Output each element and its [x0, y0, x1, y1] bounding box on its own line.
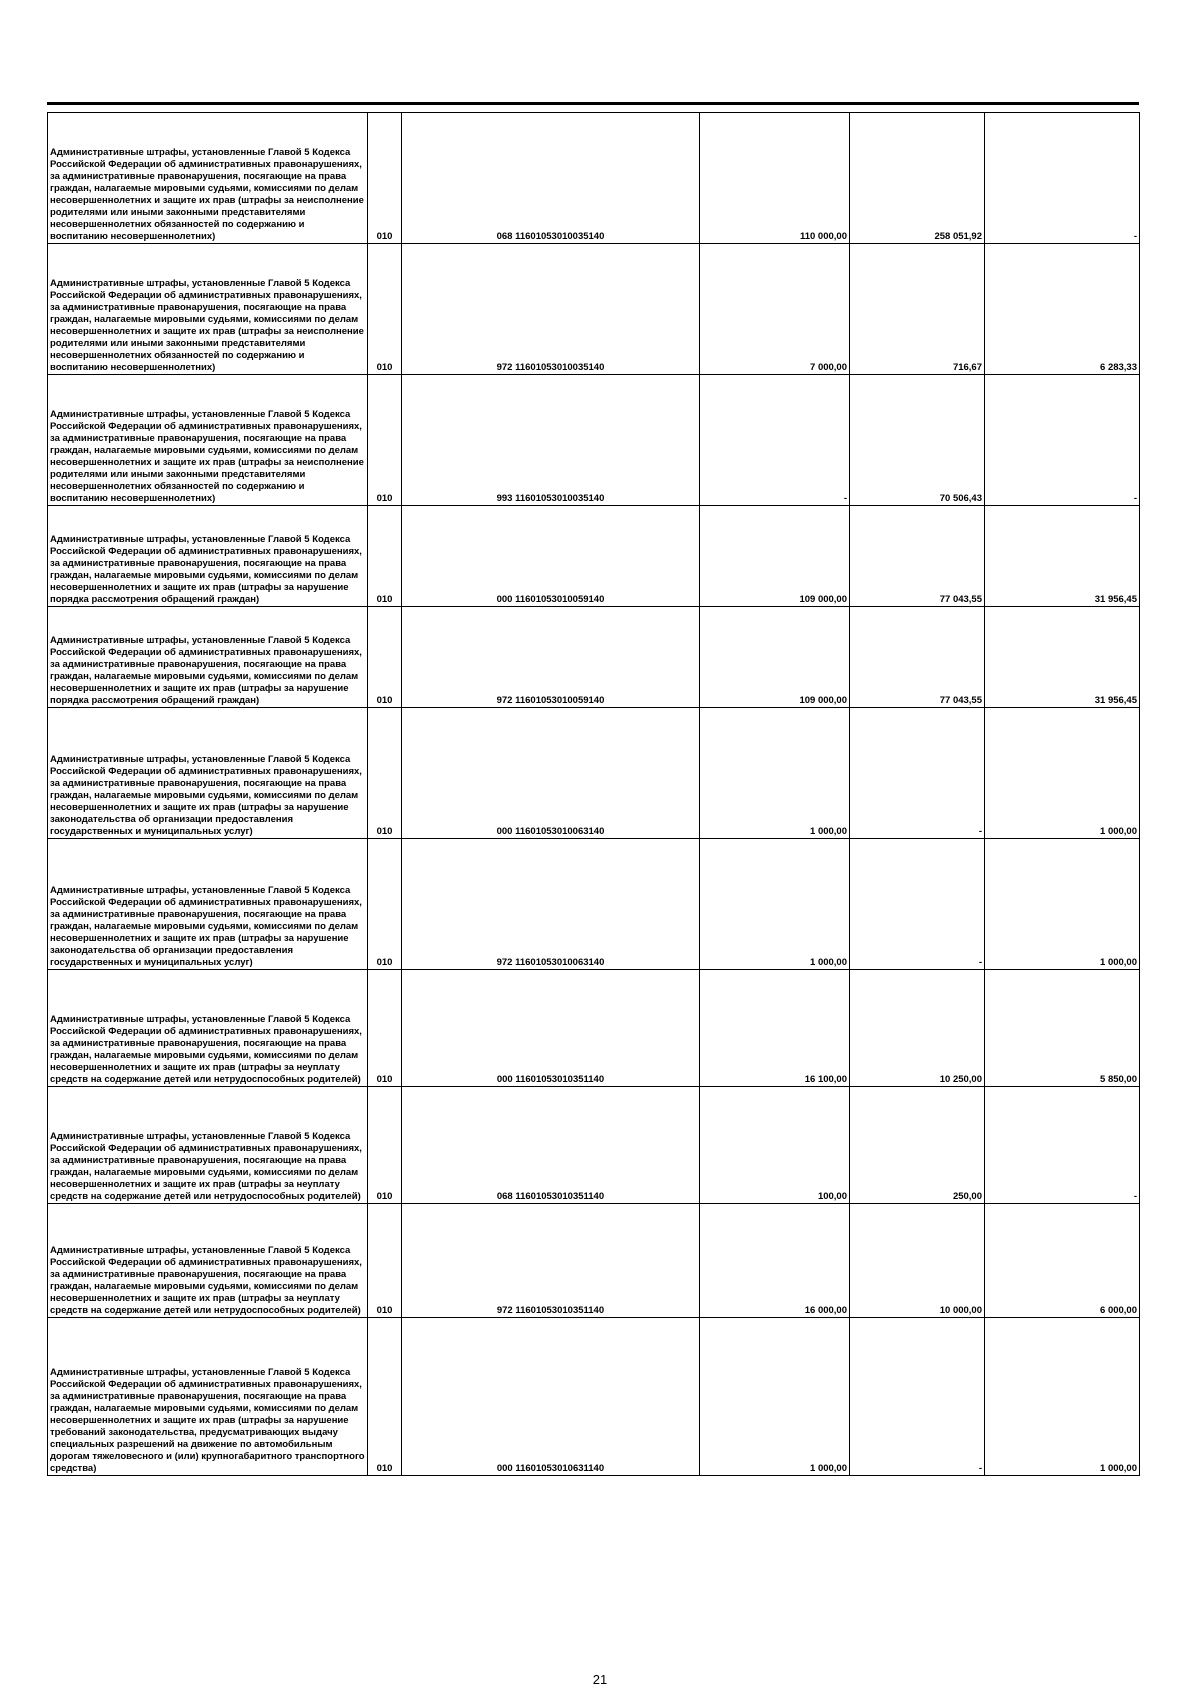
income-table [47, 112, 1140, 1476]
row-unexecuted: - [985, 375, 1140, 506]
row-approved: 7 000,00 [700, 244, 850, 375]
row-line-code: 010 [368, 607, 402, 708]
row-executed: 250,00 [850, 1087, 985, 1204]
row-description: Административные штрафы, установленные Главой 5 Кодекса Российской Федерации об административных правонарушениях, за административные правонарушения, посягающие на права граждан, налагаемые мировыми судьями, комиссиями по делам несовершеннолетних и защите их прав (штрафы за неуплату средств на содержание детей или нетрудоспособных родителей) [48, 970, 368, 1087]
row-approved: 1 000,00 [700, 839, 850, 970]
row-executed: 258 051,92 [850, 113, 985, 244]
row-approved: 109 000,00 [700, 607, 850, 708]
table-row [48, 1087, 1140, 1204]
row-budget-code: 993 11601053010035140 [402, 375, 700, 506]
row-description: Административные штрафы, установленные Главой 5 Кодекса Российской Федерации об административных правонарушениях, за административные правонарушения, посягающие на права граждан, налагаемые мировыми судьями, комиссиями по делам несовершеннолетних и защите их прав (штрафы за нарушение порядка рассмотрения обращений граждан) [48, 506, 368, 607]
row-executed: 77 043,55 [850, 607, 985, 708]
row-executed: 716,67 [850, 244, 985, 375]
row-budget-code: 068 11601053010035140 [402, 113, 700, 244]
row-description: Административные штрафы, установленные Главой 5 Кодекса Российской Федерации об административных правонарушениях, за административные правонарушения, посягающие на права граждан, налагаемые мировыми судьями, комиссиями по делам несовершеннолетних и защите их прав (штрафы за нарушение требований законодательства, предусматривающих выдачу специальных разрешений на движение по автомобильным дорогам тяжеловесного и (или) крупногабаритного транспортного средства) [48, 1318, 368, 1476]
row-line-code: 010 [368, 970, 402, 1087]
row-description: Административные штрафы, установленные Главой 5 Кодекса Российской Федерации об административных правонарушениях, за административные правонарушения, посягающие на права граждан, налагаемые мировыми судьями, комиссиями по делам несовершеннолетних и защите их прав (штрафы за неисполнение родителями или иными законными представителями несовершеннолетних обязанностей по содержанию и воспитанию несовершеннолетних) [48, 244, 368, 375]
row-executed: - [850, 1318, 985, 1476]
table-row [48, 1204, 1140, 1318]
row-unexecuted: 31 956,45 [985, 506, 1140, 607]
row-budget-code: 972 11601053010035140 [402, 244, 700, 375]
table-row [48, 708, 1140, 839]
table-row [48, 1318, 1140, 1476]
row-description: Административные штрафы, установленные Главой 5 Кодекса Российской Федерации об административных правонарушениях, за административные правонарушения, посягающие на права граждан, налагаемые мировыми судьями, комиссиями по делам несовершеннолетних и защите их прав (штрафы за неисполнение родителями или иными законными представителями несовершеннолетних обязанностей по содержанию и воспитанию несовершеннолетних) [48, 113, 368, 244]
row-budget-code: 972 11601053010063140 [402, 839, 700, 970]
table-row [48, 375, 1140, 506]
table-row [48, 113, 1140, 244]
row-executed: 70 506,43 [850, 375, 985, 506]
row-description: Административные штрафы, установленные Главой 5 Кодекса Российской Федерации об административных правонарушениях, за административные правонарушения, посягающие на права граждан, налагаемые мировыми судьями, комиссиями по делам несовершеннолетних и защите их прав (штрафы за нарушение законодательства об организации предоставления государственных и муниципальных услуг) [48, 839, 368, 970]
row-budget-code: 000 11601053010063140 [402, 708, 700, 839]
row-approved: 16 000,00 [700, 1204, 850, 1318]
row-approved: 109 000,00 [700, 506, 850, 607]
row-description: Административные штрафы, установленные Главой 5 Кодекса Российской Федерации об административных правонарушениях, за административные правонарушения, посягающие на права граждан, налагаемые мировыми судьями, комиссиями по делам несовершеннолетних и защите их прав (штрафы за нарушение порядка рассмотрения обращений граждан) [48, 607, 368, 708]
row-unexecuted: 1 000,00 [985, 839, 1140, 970]
row-unexecuted: 1 000,00 [985, 1318, 1140, 1476]
row-description: Административные штрафы, установленные Главой 5 Кодекса Российской Федерации об административных правонарушениях, за административные правонарушения, посягающие на права граждан, налагаемые мировыми судьями, комиссиями по делам несовершеннолетних и защите их прав (штрафы за неисполнение родителями или иными законными представителями несовершеннолетних обязанностей по содержанию и воспитанию несовершеннолетних) [48, 375, 368, 506]
row-unexecuted: 6 000,00 [985, 1204, 1140, 1318]
row-approved: 16 100,00 [700, 970, 850, 1087]
row-line-code: 010 [368, 839, 402, 970]
row-approved: - [700, 375, 850, 506]
row-approved: 1 000,00 [700, 708, 850, 839]
row-approved: 100,00 [700, 1087, 850, 1204]
row-executed: - [850, 839, 985, 970]
row-unexecuted: - [985, 113, 1140, 244]
row-executed: - [850, 708, 985, 839]
row-line-code: 010 [368, 113, 402, 244]
row-executed: 10 250,00 [850, 970, 985, 1087]
table-row [48, 970, 1140, 1087]
row-line-code: 010 [368, 244, 402, 375]
row-approved: 1 000,00 [700, 1318, 850, 1476]
row-budget-code: 068 11601053010351140 [402, 1087, 700, 1204]
row-line-code: 010 [368, 375, 402, 506]
table-row [48, 607, 1140, 708]
row-budget-code: 972 11601053010351140 [402, 1204, 700, 1318]
row-budget-code: 972 11601053010059140 [402, 607, 700, 708]
row-line-code: 010 [368, 1318, 402, 1476]
table-row [48, 506, 1140, 607]
row-line-code: 010 [368, 1087, 402, 1204]
row-budget-code: 000 11601053010631140 [402, 1318, 700, 1476]
table-top-border [47, 102, 1139, 105]
row-description: Административные штрафы, установленные Главой 5 Кодекса Российской Федерации об административных правонарушениях, за административные правонарушения, посягающие на права граждан, налагаемые мировыми судьями, комиссиями по делам несовершеннолетних и защите их прав (штрафы за неуплату средств на содержание детей или нетрудоспособных родителей) [48, 1087, 368, 1204]
row-line-code: 010 [368, 708, 402, 839]
row-unexecuted: 6 283,33 [985, 244, 1140, 375]
table-row [48, 839, 1140, 970]
row-unexecuted: - [985, 1087, 1140, 1204]
row-executed: 77 043,55 [850, 506, 985, 607]
row-executed: 10 000,00 [850, 1204, 985, 1318]
row-description: Административные штрафы, установленные Главой 5 Кодекса Российской Федерации об административных правонарушениях, за административные правонарушения, посягающие на права граждан, налагаемые мировыми судьями, комиссиями по делам несовершеннолетних и защите их прав (штрафы за нарушение законодательства об организации предоставления государственных и муниципальных услуг) [48, 708, 368, 839]
row-line-code: 010 [368, 1204, 402, 1318]
row-line-code: 010 [368, 506, 402, 607]
row-approved: 110 000,00 [700, 113, 850, 244]
page-number: 21 [592, 1672, 608, 1687]
row-budget-code: 000 11601053010351140 [402, 970, 700, 1087]
row-unexecuted: 5 850,00 [985, 970, 1140, 1087]
row-unexecuted: 1 000,00 [985, 708, 1140, 839]
row-budget-code: 000 11601053010059140 [402, 506, 700, 607]
row-description: Административные штрафы, установленные Главой 5 Кодекса Российской Федерации об административных правонарушениях, за административные правонарушения, посягающие на права граждан, налагаемые мировыми судьями, комиссиями по делам несовершеннолетних и защите их прав (штрафы за неуплату средств на содержание детей или нетрудоспособных родителей) [48, 1204, 368, 1318]
row-unexecuted: 31 956,45 [985, 607, 1140, 708]
table-row [48, 244, 1140, 375]
